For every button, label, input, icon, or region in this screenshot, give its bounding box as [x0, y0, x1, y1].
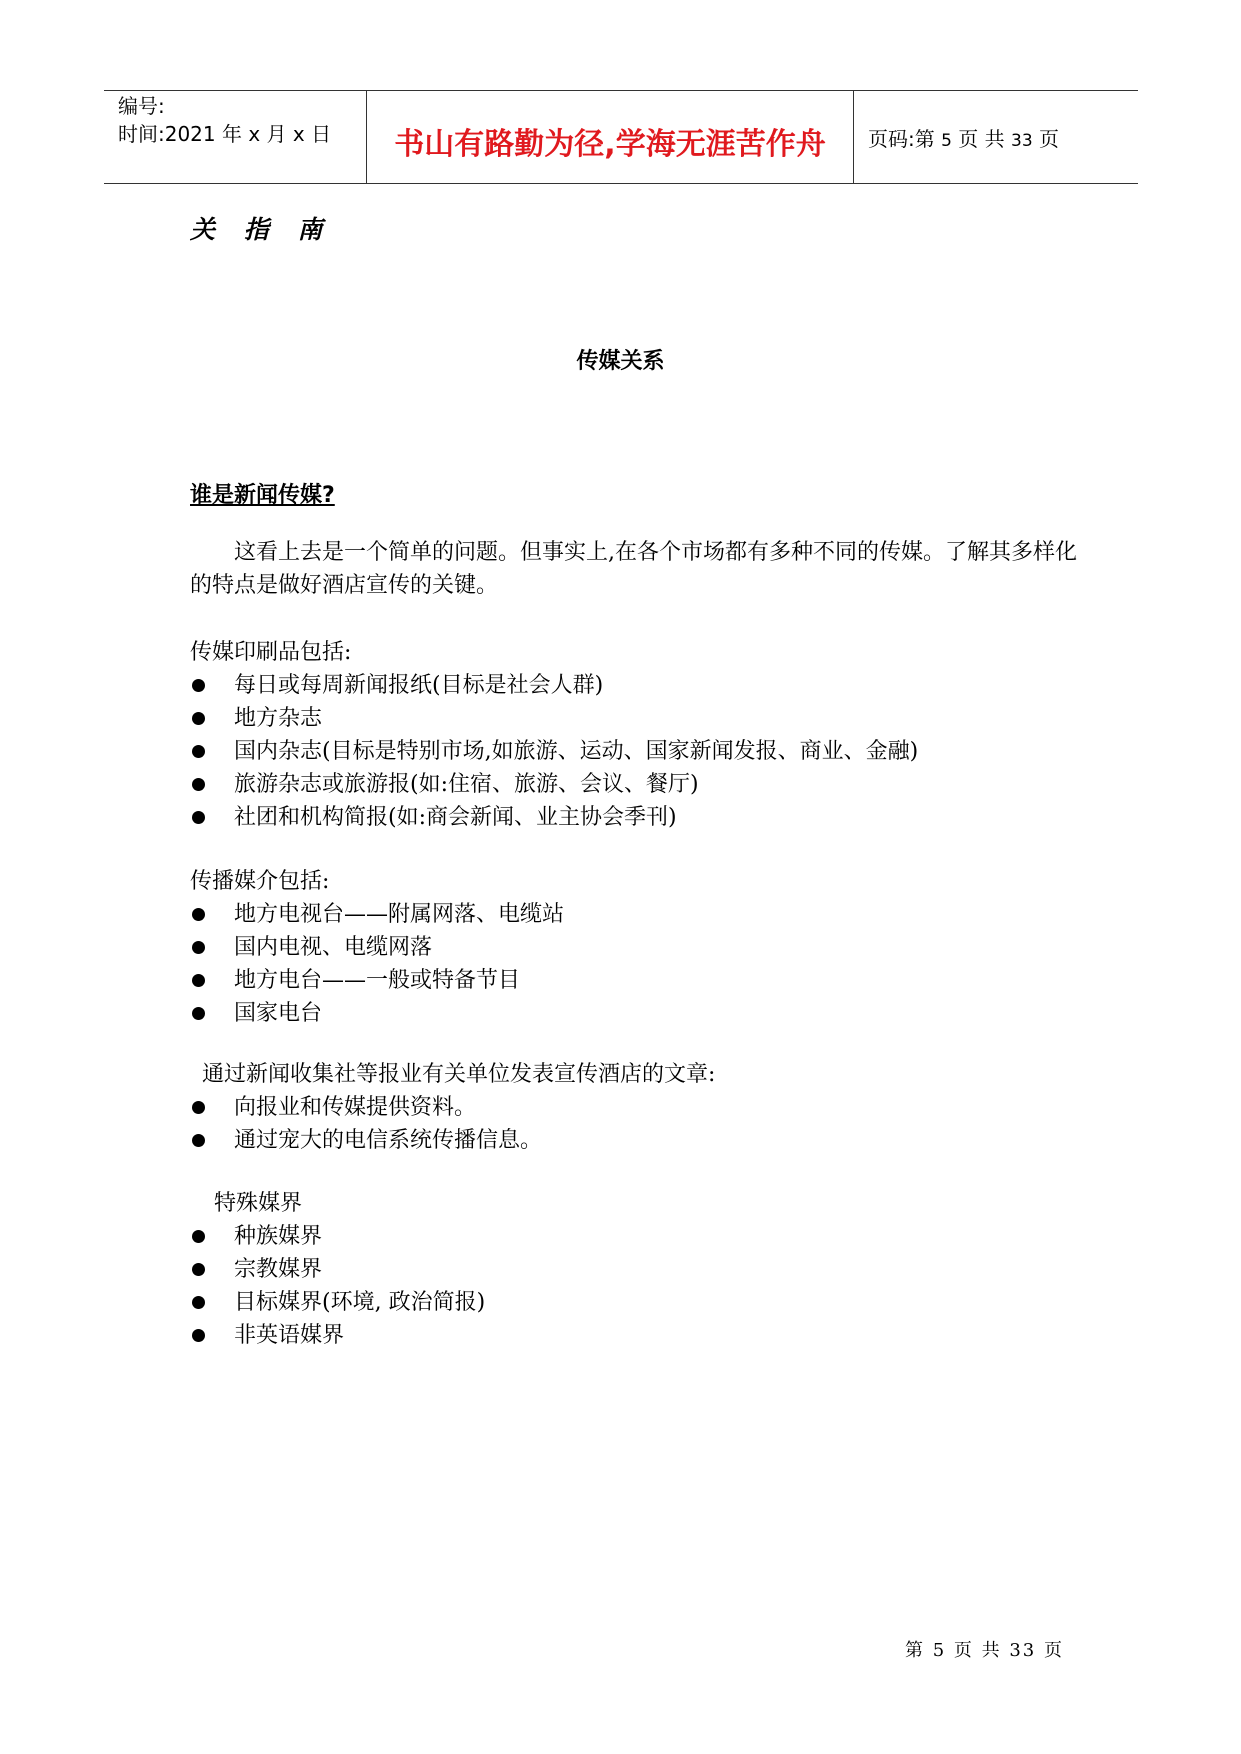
header-motto: 书山有路勤为径,学海无涯苦作舟 — [394, 127, 826, 162]
list-item: 通过宠大的电信系统传播信息。 — [190, 1124, 715, 1157]
special-media-block — [190, 1187, 485, 1352]
bullet-icon — [192, 1134, 205, 1147]
bullet-icon — [192, 1230, 205, 1243]
news-agency-list — [190, 1091, 715, 1157]
intro-paragraph: 这看上去是一个简单的问题。但事实上,在各个市场都有多种不同的传媒。了解其多样化的特点是做好酒店宣传的关键。 — [190, 540, 1077, 598]
page-total: 33 — [1011, 131, 1033, 151]
bullet-icon — [192, 811, 205, 824]
broadcast-media-list — [190, 898, 564, 1030]
bullet-icon — [192, 974, 205, 987]
page-suffix: 页 — [1039, 127, 1060, 151]
bullet-icon — [192, 1329, 205, 1342]
bullet-icon — [192, 1296, 205, 1309]
bullet-icon — [192, 745, 205, 758]
special-media-lead: 特殊媒界 — [214, 1191, 303, 1216]
list-item: 目标媒界(环境, 政治简报) — [190, 1286, 485, 1319]
page-prefix: 页码:第 — [868, 127, 935, 151]
list-item: 每日或每周新闻报纸(目标是社会人群) — [190, 669, 918, 702]
header-left-cell — [104, 91, 366, 183]
broadcast-media-block — [190, 865, 564, 1030]
header-page-code — [868, 123, 1059, 152]
bullet-icon — [192, 778, 205, 791]
list-item: 地方杂志 — [190, 702, 918, 735]
news-agency-block — [190, 1058, 715, 1157]
bullet-icon — [192, 908, 205, 921]
list-item: 非英语媒界 — [190, 1319, 485, 1352]
bullet-icon — [192, 1007, 205, 1020]
bullet-icon — [192, 712, 205, 725]
print-media-block — [190, 636, 918, 834]
list-item: 宗教媒界 — [190, 1253, 485, 1286]
page-number: 5 — [941, 131, 952, 151]
document-title: 传媒关系 — [576, 349, 665, 374]
print-media-lead: 传媒印刷品包括: — [190, 640, 352, 665]
bullet-icon — [192, 941, 205, 954]
print-media-list — [190, 669, 918, 834]
list-item: 向报业和传媒提供资料。 — [190, 1091, 715, 1124]
page-footer: 第 5 页 共 33 页 — [905, 1640, 1064, 1661]
list-item: 国内杂志(目标是特别市场,如旅游、运动、国家新闻发报、商业、金融) — [190, 735, 918, 768]
bullet-icon — [192, 1263, 205, 1276]
list-item: 社团和机构简报(如:商会新闻、业主协会季刊) — [190, 801, 918, 834]
list-item: 地方电台——一般或特备节目 — [190, 964, 564, 997]
header-page-cell — [854, 91, 1138, 183]
bullet-icon — [192, 679, 205, 692]
page-mid: 页 共 — [958, 127, 1005, 151]
document-date: 时间:2021 年 x 月 x 日 — [118, 122, 332, 146]
list-item: 国内电视、电缆网落 — [190, 931, 564, 964]
list-item: 国家电台 — [190, 997, 564, 1030]
header-motto-cell — [366, 91, 854, 183]
list-item: 种族媒界 — [190, 1220, 485, 1253]
list-item: 旅游杂志或旅游报(如:住宿、旅游、会议、餐厅) — [190, 768, 918, 801]
news-agency-lead: 通过新闻收集社等报业有关单位发表宣传酒店的文章: — [202, 1062, 716, 1087]
page-header — [104, 90, 1138, 184]
section-title: 谁是新闻传媒? — [190, 483, 335, 508]
document-id-label: 编号: — [118, 94, 165, 118]
guide-heading: 关 指 南 — [190, 215, 333, 244]
bullet-icon — [192, 1101, 205, 1114]
special-media-list — [190, 1220, 485, 1352]
list-item: 地方电视台——附属网落、电缆站 — [190, 898, 564, 931]
broadcast-media-lead: 传播媒介包括: — [190, 869, 330, 894]
